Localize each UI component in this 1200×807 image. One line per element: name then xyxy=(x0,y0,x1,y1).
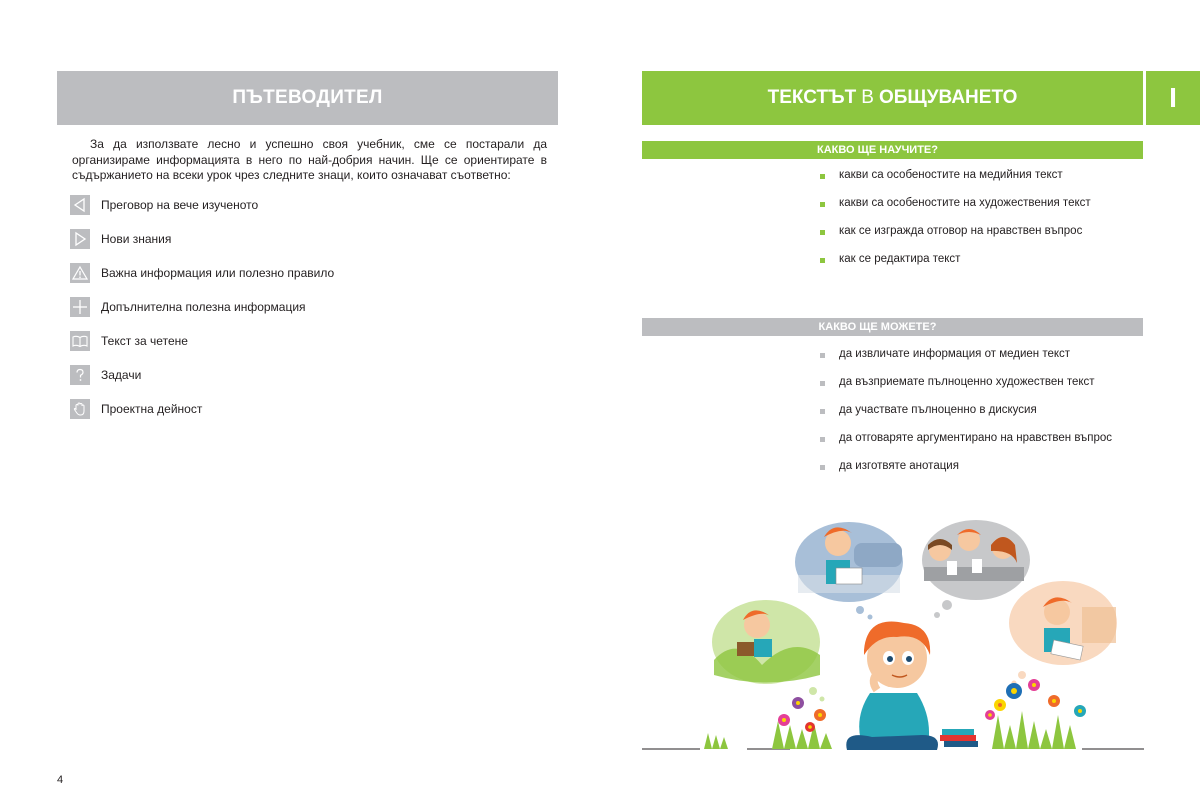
list-item-text: какви са особеностите на художествения текст xyxy=(839,197,1091,209)
list-item-text: какви са особеностите на медийния текст xyxy=(839,169,1063,181)
learn-section-title: КАКВО ЩЕ НАУЧИТЕ? xyxy=(817,144,938,156)
triangle-right-icon xyxy=(70,229,90,249)
list-item xyxy=(820,197,1091,225)
bullet-square-icon xyxy=(820,437,825,442)
book-stack xyxy=(940,729,978,747)
legend-list xyxy=(70,194,470,432)
legend-label: Задачи xyxy=(101,368,142,382)
list-item xyxy=(820,376,1112,404)
learn-list xyxy=(820,169,1091,281)
guide-header xyxy=(57,71,558,125)
legend-item-project xyxy=(70,398,470,420)
chapter-number: I xyxy=(1169,82,1177,113)
list-item-text: да изготвяте анотация xyxy=(839,460,959,472)
can-section-bar xyxy=(642,318,1143,336)
list-item-text: да възприемате пълноценно художествен текст xyxy=(839,376,1095,388)
flowers-left xyxy=(704,697,832,749)
legend-label: Допълнителна полезна информация xyxy=(101,300,306,314)
legend-item-additional xyxy=(70,296,470,318)
chapter-title-part2: В xyxy=(861,87,874,108)
list-item xyxy=(820,404,1112,432)
legend-item-review xyxy=(70,194,470,216)
list-item-text: как се изгражда отговор на нравствен въпрос xyxy=(839,225,1083,237)
can-section-title: КАКВО ЩЕ МОЖЕТЕ? xyxy=(818,321,937,333)
bullet-square-icon xyxy=(820,258,825,263)
bullet-square-icon xyxy=(820,409,825,414)
list-item xyxy=(820,253,1091,281)
legend-label: Важна информация или полезно правило xyxy=(101,266,335,280)
list-item-text: да участвате пълноценно в дискусия xyxy=(839,404,1037,416)
chapter-header xyxy=(642,71,1143,125)
hand-icon xyxy=(70,399,90,419)
plus-icon xyxy=(70,297,90,317)
bullet-square-icon xyxy=(820,174,825,179)
book-icon xyxy=(70,331,90,351)
boy-thinking-illustration xyxy=(642,515,1144,755)
bullet-square-icon xyxy=(820,465,825,470)
triangle-left-icon xyxy=(70,195,90,215)
legend-item-new-knowledge xyxy=(70,228,470,250)
page-number: 4 xyxy=(57,774,64,786)
thought-bubble-writing xyxy=(1009,581,1117,686)
list-item xyxy=(820,460,1112,488)
list-item-text: да извличате информация от медиен текст xyxy=(839,348,1071,360)
intro-paragraph: За да използвате лесно и успешно своя учебник, сме се постарали да организираме информацията в него по най-добрия начин. Ще се ориентирате в съдържанието на всеки урок чрез следните знаци, които означават съответно: xyxy=(72,137,547,182)
bullet-square-icon xyxy=(820,202,825,207)
guide-title: ПЪТЕВОДИТЕЛ xyxy=(232,87,383,108)
legend-label: Проектна дейност xyxy=(101,402,203,416)
flowers-right xyxy=(985,679,1086,749)
thought-bubble-group xyxy=(922,520,1030,618)
list-item xyxy=(820,225,1091,253)
chapter-number-tab xyxy=(1146,71,1200,125)
legend-label: Нови знания xyxy=(101,232,172,246)
warning-icon xyxy=(70,263,90,283)
bullet-square-icon xyxy=(820,230,825,235)
list-item xyxy=(820,169,1091,197)
chapter-title-part1: ТЕКСТЪТ xyxy=(767,87,857,108)
thought-bubble-reading xyxy=(712,600,825,702)
boy-character xyxy=(846,622,938,750)
bullet-square-icon xyxy=(820,381,825,386)
legend-item-important xyxy=(70,262,470,284)
thought-bubble-newspaper xyxy=(795,522,903,620)
legend-item-tasks xyxy=(70,364,470,386)
list-item xyxy=(820,432,1112,460)
learn-section-bar xyxy=(642,141,1143,159)
list-item-text: да отговаряте аргументирано на нравствен въпрос xyxy=(839,432,1113,444)
legend-label: Преговор на вече изученото xyxy=(101,198,259,212)
list-item xyxy=(820,348,1112,376)
legend-item-reading xyxy=(70,330,470,352)
can-list xyxy=(820,348,1112,488)
chapter-title-part3: ОБЩУВАНЕТО xyxy=(878,87,1018,108)
legend-label: Текст за четене xyxy=(101,334,188,348)
bullet-square-icon xyxy=(820,353,825,358)
list-item-text: как се редактира текст xyxy=(839,253,961,265)
question-icon xyxy=(70,365,90,385)
